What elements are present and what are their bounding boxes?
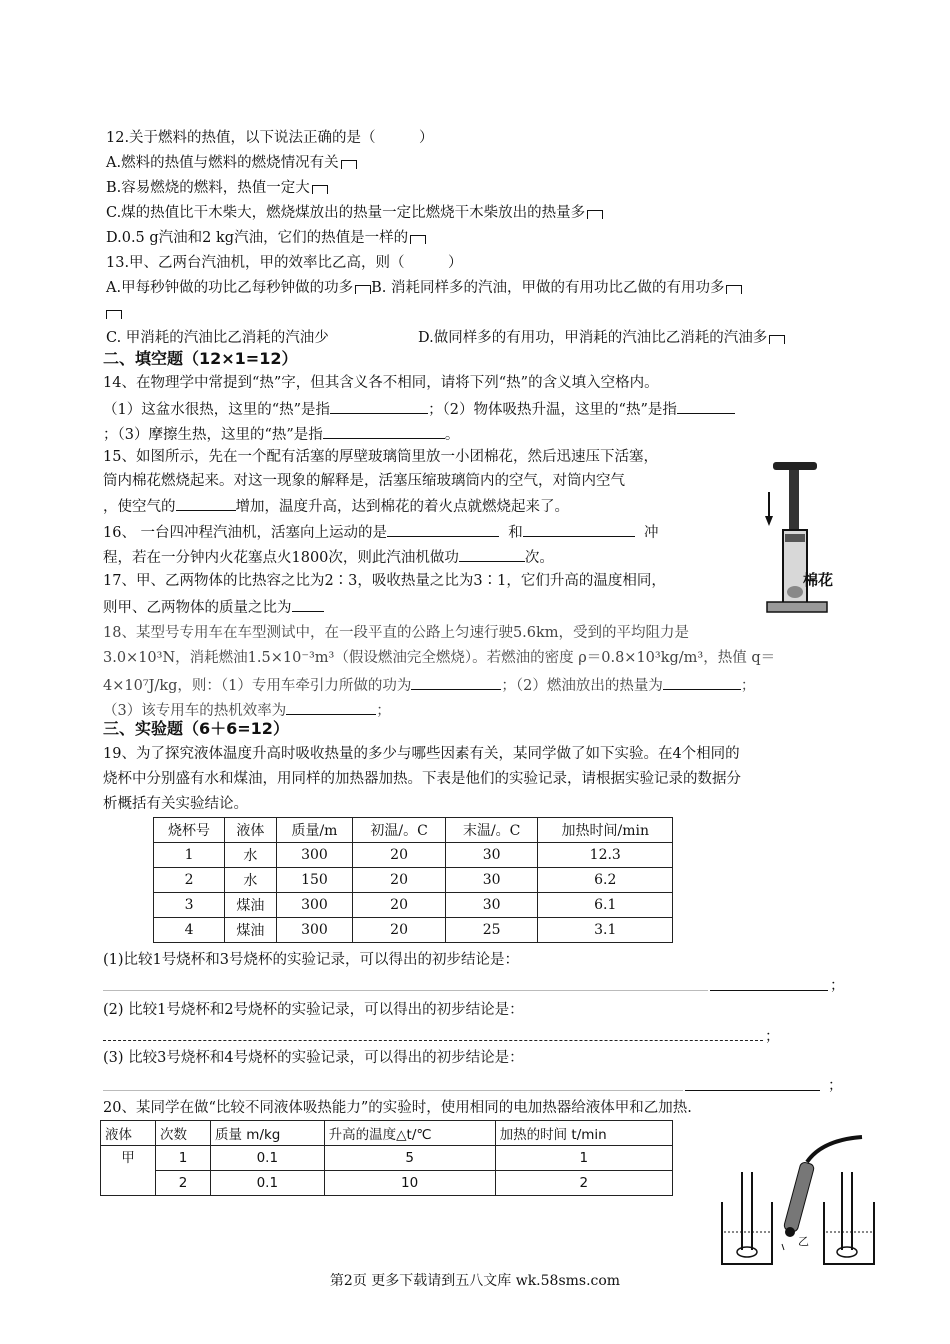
- table-header-cell: 液体: [225, 818, 277, 843]
- table-cell-liquid: 甲: [101, 1146, 156, 1196]
- section-fill-in: 二、填空题（12×1=12）: [103, 349, 298, 368]
- table-cell: 20: [353, 868, 446, 893]
- table-row: [101, 1146, 673, 1171]
- page-footer: 第2页 更多下载请到五八文库 wk.58sms.com: [329, 1273, 621, 1289]
- table-cell: 20: [353, 843, 446, 868]
- q12-option-b: B.容易燃烧的燃料，热值一定大: [106, 178, 328, 198]
- q18-line4: （3）该专用车的热机效率为 ；: [103, 699, 391, 721]
- table-cell: 30: [445, 868, 538, 893]
- q12-option-c: C.煤的热值比干木柴大，燃烧煤放出的热量一定比燃烧干木柴放出的热量多: [106, 203, 603, 223]
- table-cell: 1: [495, 1146, 672, 1171]
- semicolon-3: ；: [828, 1078, 843, 1094]
- table-cell: 300: [276, 893, 353, 918]
- q13-stem: 13.甲、乙两台汽油机，甲的效率比乙高，则（ ）: [106, 255, 463, 271]
- table-row: [154, 918, 673, 943]
- beaker-heating-figure: [712, 1132, 882, 1272]
- q12-option-d: D.0.5 g汽油和2 kg汽油，它们的热值是一样的: [106, 228, 426, 248]
- table-cell: 12.3: [538, 843, 673, 868]
- table-cell: 20: [353, 918, 446, 943]
- q14-line1: 14、在物理学中常提到“热”字，但其含义各不相同，请将下列“热”的含义填入空格内。: [103, 375, 659, 391]
- table-cell: 20: [353, 893, 446, 918]
- table-cell: 煤油: [225, 893, 277, 918]
- table-cell: 5: [324, 1146, 495, 1171]
- table-header-cell: 质量/m: [276, 818, 353, 843]
- table-cell: 2: [154, 868, 225, 893]
- q13-option-ab: A.甲每秒钟做的功比乙每秒钟做的功多 B. 消耗同样多的汽油，甲做的有用功比乙做的有用功多: [106, 278, 742, 298]
- table-header-row: [154, 818, 673, 843]
- table-cell: 0.1: [211, 1146, 325, 1171]
- answer-blank-3: [685, 1090, 820, 1091]
- table-cell: 30: [445, 893, 538, 918]
- table-cell: 水: [225, 843, 277, 868]
- table-cell: 2: [156, 1171, 211, 1196]
- table-cell: 煤油: [225, 918, 277, 943]
- table-cell: 25: [445, 918, 538, 943]
- q17-line1: 17、甲、乙两物体的比热容之比为2∶3，吸收热量之比为3∶1，它们升高的温度相同，: [103, 573, 666, 589]
- table-cell: 1: [156, 1146, 211, 1171]
- table-header-cell: 质量 m/kg: [211, 1121, 325, 1146]
- table-header-cell: 升高的温度△t/℃: [324, 1121, 495, 1146]
- q15-line2: 筒内棉花燃烧起来。对这一现象的解释是，活塞压缩玻璃筒内的空气，对筒内空气: [103, 473, 625, 489]
- answer-line-3: [103, 1090, 683, 1091]
- cotton-label: 棉花: [803, 571, 834, 589]
- q19-part3: (3) 比较3号烧杯和4号烧杯的实验记录，可以得出的初步结论是：: [103, 1050, 524, 1066]
- table-header-cell: 液体: [101, 1121, 156, 1146]
- semicolon-1: ；: [830, 978, 845, 994]
- table-header-cell: 加热的时间 t/min: [495, 1121, 672, 1146]
- table-cell: 1: [154, 843, 225, 868]
- q19-line1: 19、为了探究液体温度升高时吸收热量的多少与哪些因素有关，某同学做了如下实验。在4个相同的: [103, 746, 740, 762]
- table-cell: 0.1: [211, 1171, 325, 1196]
- table-cell: 300: [276, 843, 353, 868]
- q19-part1: (1)比较1号烧杯和3号烧杯的实验记录，可以得出的初步结论是：: [103, 952, 519, 968]
- table-header-cell: 次数: [156, 1121, 211, 1146]
- table-header-cell: 末温/。C: [445, 818, 538, 843]
- q13-wrap-mark: [106, 303, 122, 323]
- q19-line2: 烧杯中分别盛有水和煤油，用同样的加热器加热。下表是他们的实验记录，请根据实验记录的数据分: [103, 771, 741, 787]
- q16-line2: 程，若在一分钟内火花塞点火1800次，则此汽油机做功 次。: [103, 546, 554, 568]
- table-header-row: [101, 1121, 673, 1146]
- q18-line1: 18、某型号专用车在车型测试中，在一段平直的公路上匀速行驶5.6km，受到的平均阻力是: [103, 625, 690, 641]
- table-cell: 6.1: [538, 893, 673, 918]
- table-header-cell: 初温/。C: [353, 818, 446, 843]
- table-cell: 6.2: [538, 868, 673, 893]
- table-row: [154, 843, 673, 868]
- q20-data-table: [100, 1120, 673, 1196]
- table-cell: 4: [154, 918, 225, 943]
- q18-line2: 3.0×10³N，消耗燃油1.5×10⁻³m³（假设燃油完全燃烧）。若燃油的密度 ρ＝0.8×10³kg/m³，热值 q＝: [103, 650, 776, 666]
- q14-line3: ；（3）摩擦生热，这里的“热”是指 。: [103, 423, 459, 445]
- piston-cylinder-figure: [755, 452, 855, 622]
- table-cell: 30: [445, 843, 538, 868]
- table-cell: 3: [154, 893, 225, 918]
- q15-line1: 15、如图所示，先在一个配有活塞的厚壁玻璃筒里放一小团棉花，然后迅速压下活塞，: [103, 449, 658, 465]
- semicolon-2: ；: [765, 1029, 780, 1045]
- answer-line-2: [103, 1040, 763, 1041]
- table-header-cell: 烧杯号: [154, 818, 225, 843]
- q20-line1: 20、某同学在做“比较不同液体吸热能力”的实验时，使用相同的电加热器给液体甲和乙加热.: [103, 1100, 692, 1116]
- q19-data-table: [153, 817, 673, 943]
- q19-part2: (2) 比较1号烧杯和2号烧杯的实验记录，可以得出的初步结论是：: [103, 1002, 524, 1018]
- table-cell: 300: [276, 918, 353, 943]
- q18-line3: 4×10⁷J/kg，则：（1）专用车牵引力所做的功为 ；（2）燃油放出的热量为 ；: [103, 674, 755, 696]
- table-header-cell: 加热时间/min: [538, 818, 673, 843]
- table-row: [154, 893, 673, 918]
- q12-stem: 12.关于燃料的热值，以下说法正确的是（ ）: [106, 130, 434, 146]
- q15-line3: ，使空气的 增加，温度升高，达到棉花的着火点就燃烧起来了。: [103, 495, 569, 517]
- table-cell: 2: [495, 1171, 672, 1196]
- beaker-label-yi: 乙: [798, 1235, 809, 1248]
- q13-option-d: D.做同样多的有用功，甲消耗的汽油比乙消耗的汽油多: [418, 328, 785, 348]
- answer-line-1: [103, 990, 708, 991]
- q19-line3: 析概括有关实验结论。: [103, 796, 248, 812]
- section-experiment: 三、实验题（6＋6=12）: [103, 719, 289, 738]
- q17-line2: 则甲、乙两物体的质量之比为: [103, 596, 324, 618]
- q13-option-c: C. 甲消耗的汽油比乙消耗的汽油少: [106, 330, 329, 346]
- table-cell: 水: [225, 868, 277, 893]
- q16-line1: 16、 一台四冲程汽油机，活塞向上运动的是 和 冲: [103, 521, 659, 543]
- table-cell: 10: [324, 1171, 495, 1196]
- table-cell: 150: [276, 868, 353, 893]
- q14-line2: （1）这盆水很热，这里的“热”是指 ；（2）物体吸热升温，这里的“热”是指: [103, 398, 735, 420]
- answer-blank-1: [710, 990, 828, 991]
- q12-option-a: A.燃料的热值与燃料的燃烧情况有关: [106, 153, 357, 173]
- table-row: [154, 868, 673, 893]
- table-cell: 3.1: [538, 918, 673, 943]
- table-row: [101, 1171, 673, 1196]
